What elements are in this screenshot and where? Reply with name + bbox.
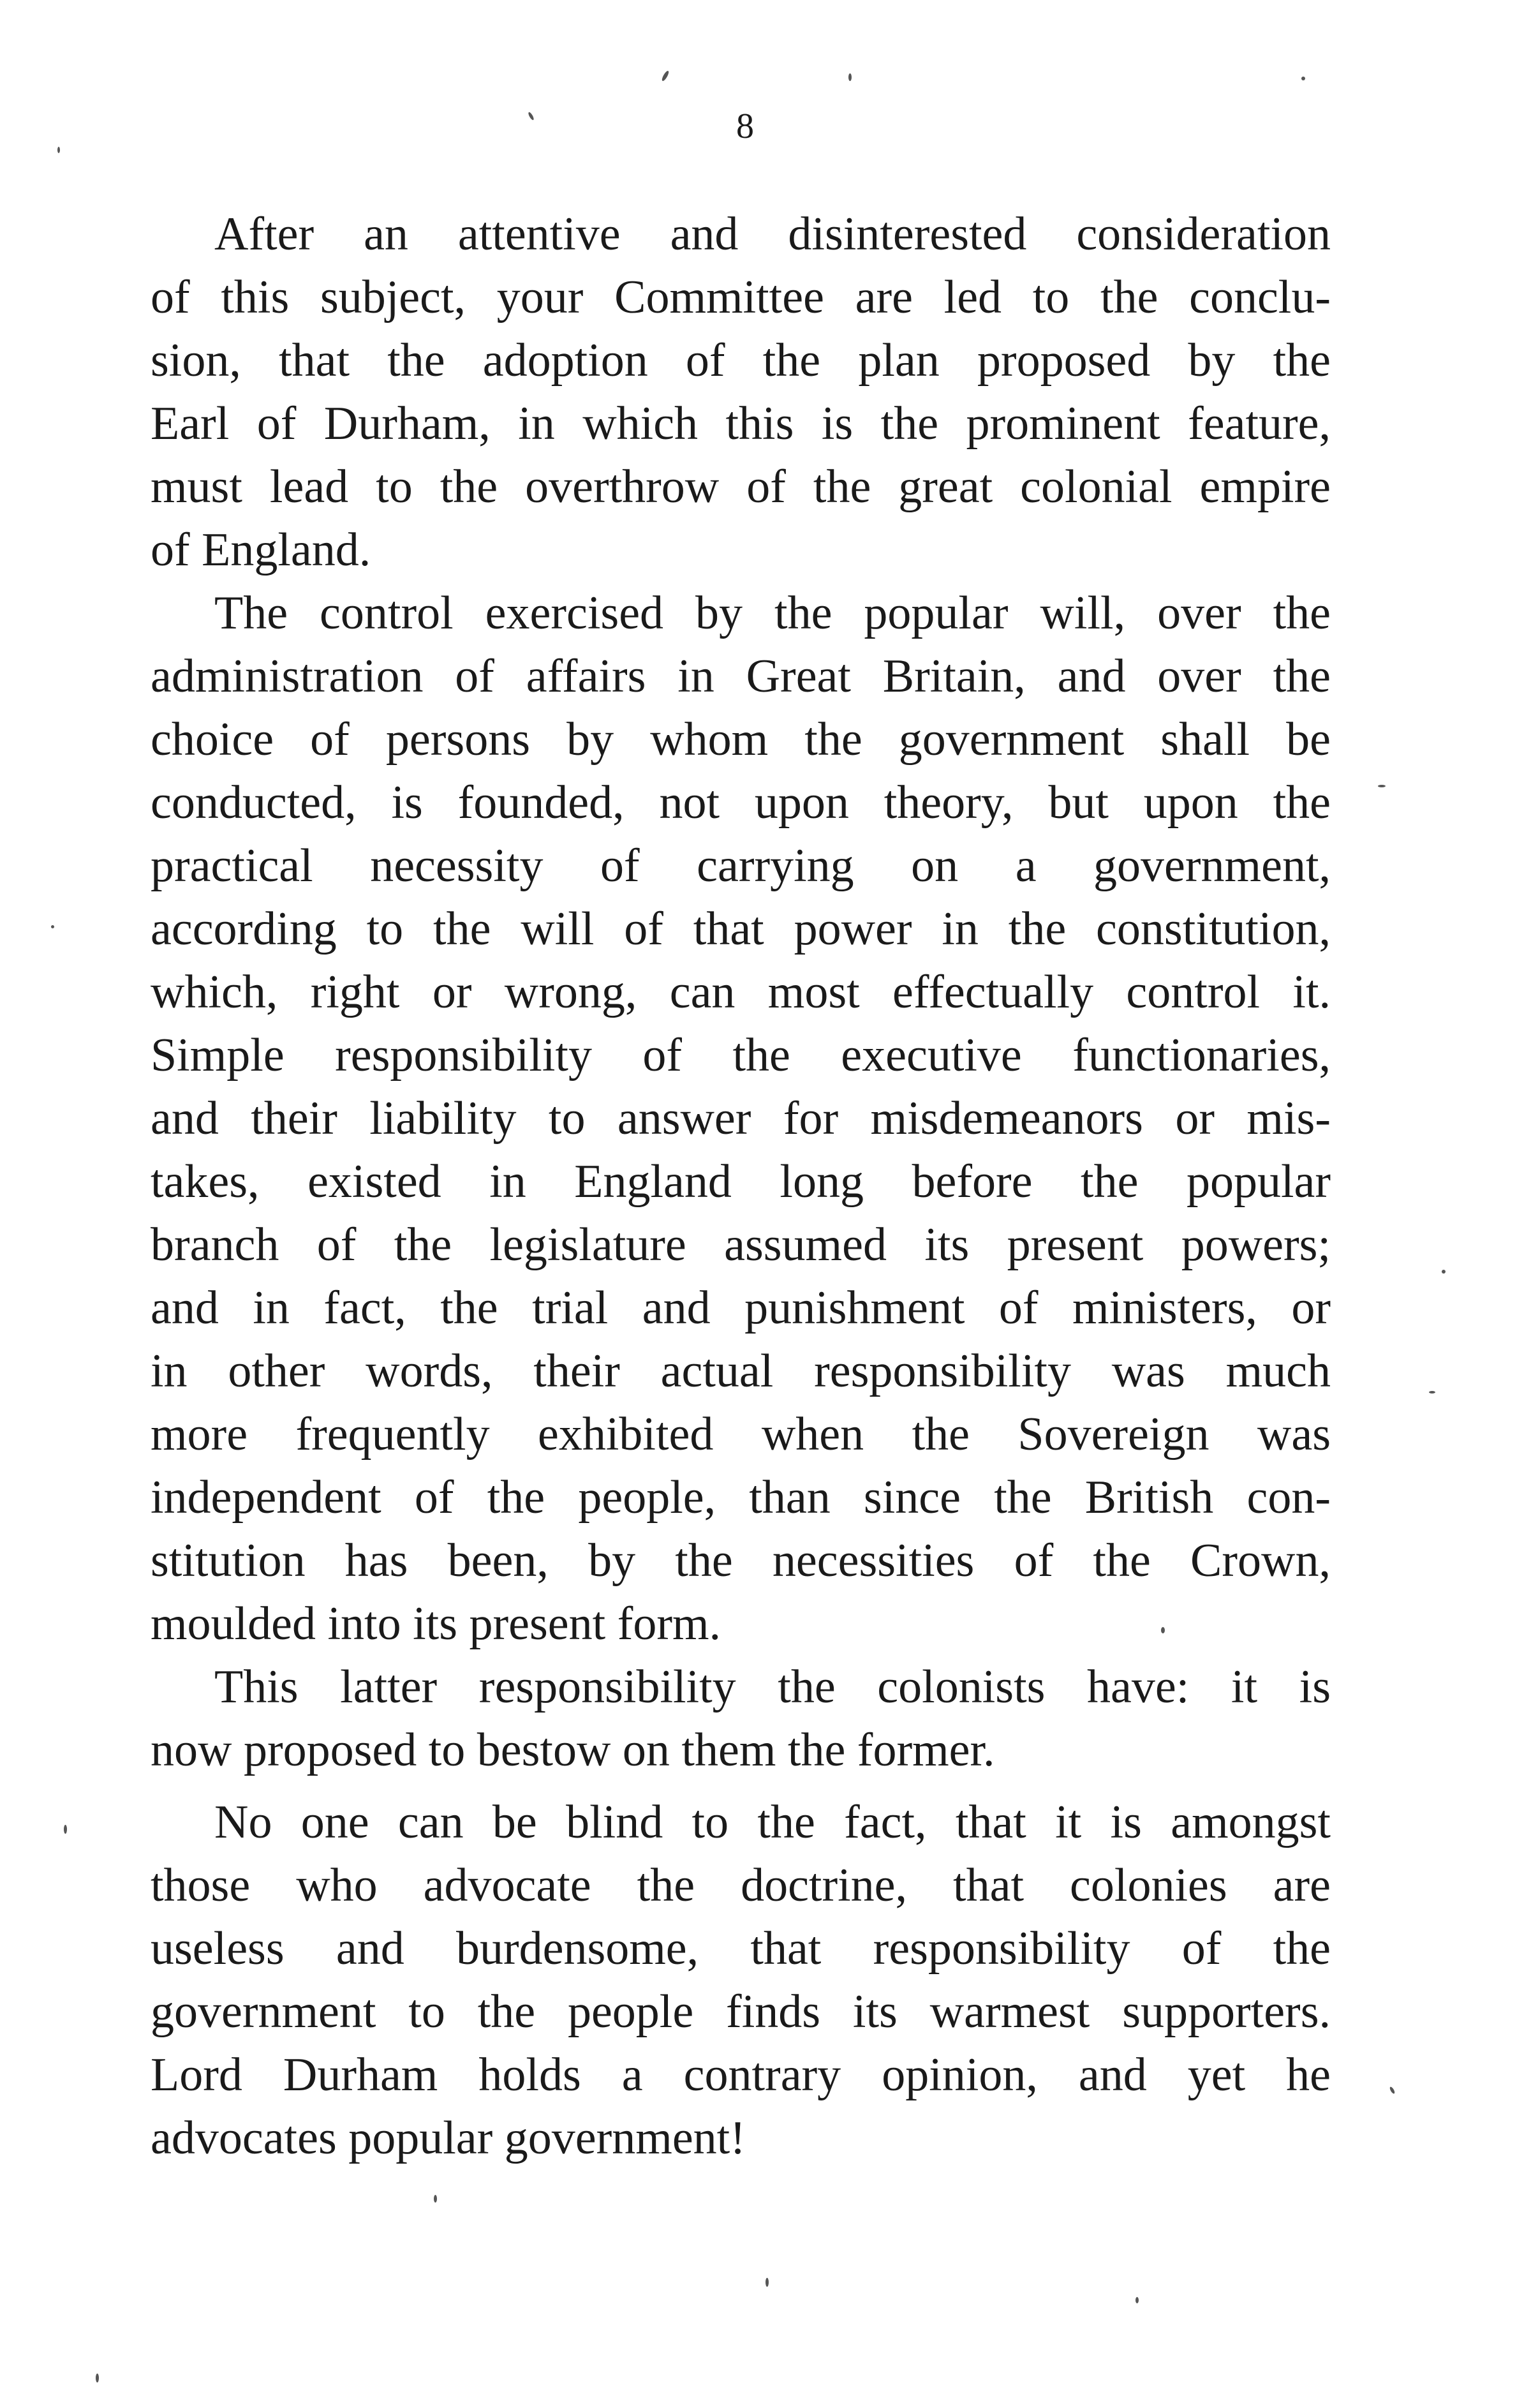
text-line: independent of the people, than since the British con- xyxy=(151,1471,1331,1524)
scan-speck xyxy=(1301,77,1305,80)
text-line: which, right or wrong, can most effectually control it. xyxy=(151,966,1331,1018)
scan-speck xyxy=(1442,1270,1446,1274)
body-text xyxy=(151,203,1331,2170)
text-line: branch of the legislature assumed its present powers; xyxy=(151,1219,1331,1271)
text-line: useless and burdensome, that responsibility of the xyxy=(151,1922,1331,1975)
text-line: No one can be blind to the fact, that it is amongst xyxy=(214,1796,1331,1848)
text-line: more frequently exhibited when the Sovereign was xyxy=(151,1408,1331,1460)
text-line: and their liability to answer for misdemeanors or mis- xyxy=(151,1092,1331,1145)
text-line: conducted, is founded, not upon theory, but upon the xyxy=(151,777,1331,829)
text-line: After an attentive and disinterested consideration xyxy=(214,208,1331,260)
scan-speck xyxy=(1429,1391,1435,1394)
text-line: Lord Durham holds a contrary opinion, and yet he xyxy=(151,2049,1331,2101)
text-line: according to the will of that power in the constitution, xyxy=(151,903,1331,955)
text-line: sion, that the adoption of the plan proposed by the xyxy=(151,334,1331,387)
scan-speck xyxy=(1378,785,1386,787)
scan-speck xyxy=(1161,1627,1165,1633)
scan-speck xyxy=(96,2374,99,2382)
scan-speck xyxy=(1135,2297,1139,2303)
text-line: This latter responsibility the colonists have: it is xyxy=(214,1661,1331,1713)
scan-speck xyxy=(661,70,670,82)
paragraph-1 xyxy=(151,203,1331,582)
scan-speck xyxy=(848,73,852,81)
text-line: must lead to the overthrow of the great colonial empire xyxy=(151,461,1331,513)
scan-speck xyxy=(1389,2086,1395,2095)
paragraph-4 xyxy=(151,1791,1331,2170)
text-line: and in fact, the trial and punishment of ministers, or xyxy=(151,1282,1331,1334)
text-line: takes, existed in England long before the popular xyxy=(151,1156,1331,1208)
scan-speck xyxy=(51,925,54,928)
text-line: Simple responsibility of the executive functionaries, xyxy=(151,1029,1331,1081)
text-line: now proposed to bestow on them the former. xyxy=(151,1724,995,1776)
text-line: advocates popular government! xyxy=(151,2112,746,2164)
page-number: 8 xyxy=(736,107,754,146)
scan-speck xyxy=(57,147,60,153)
paragraph-2 xyxy=(151,582,1331,1656)
text-line: government to the people finds its warmest supporters. xyxy=(151,1986,1331,2038)
text-line: in other words, their actual responsibility was much xyxy=(151,1345,1331,1397)
scan-speck xyxy=(528,112,535,121)
scan-speck xyxy=(64,1825,67,1834)
text-line: administration of affairs in Great Britain, and over the xyxy=(151,650,1331,702)
text-line: those who advocate the doctrine, that colonies are xyxy=(151,1859,1331,1912)
text-line: The control exercised by the popular will, over the xyxy=(214,587,1331,639)
text-line: moulded into its present form. xyxy=(151,1598,721,1650)
text-line: practical necessity of carrying on a government, xyxy=(151,840,1331,892)
paragraph-gap xyxy=(151,1782,1331,1791)
text-line: stitution has been, by the necessities of the Crown, xyxy=(151,1535,1331,1587)
text-line: of this subject, your Committee are led to the conclu- xyxy=(151,271,1331,323)
text-line: of England. xyxy=(151,524,371,576)
paragraph-3 xyxy=(151,1656,1331,1782)
scan-speck xyxy=(766,2278,769,2287)
text-line: Earl of Durham, in which this is the prominent feature, xyxy=(151,398,1331,450)
scan-speck xyxy=(434,2195,437,2203)
text-line: choice of persons by whom the government shall be xyxy=(151,713,1331,766)
